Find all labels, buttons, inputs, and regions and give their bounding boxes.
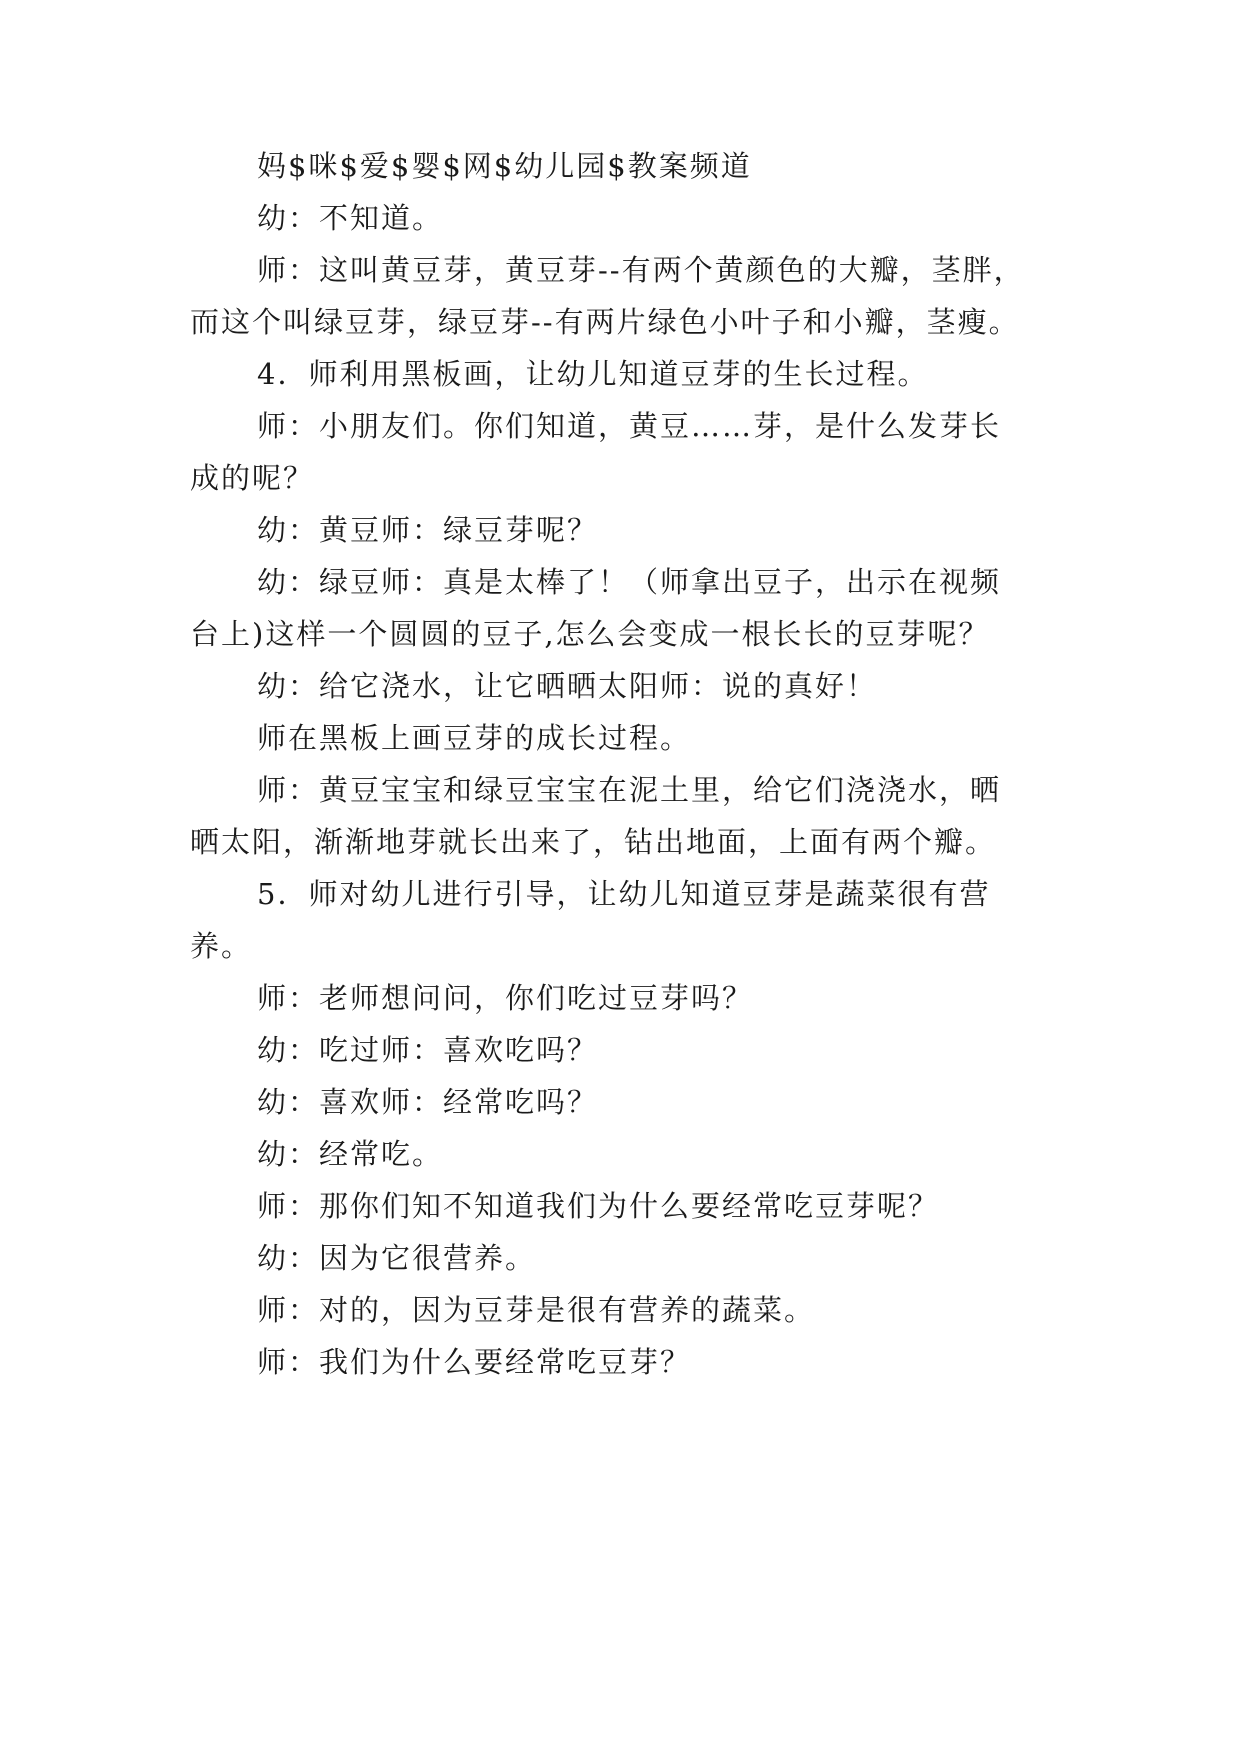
paragraph-line-continuation: 养。	[190, 929, 253, 963]
paragraph-line: 幼：因为它很营养。	[257, 1241, 537, 1275]
paragraph-line: 师：这叫黄豆芽，黄豆芽--有两个黄颜色的大瓣，茎胖，	[257, 253, 1025, 287]
paragraph-line: 师：老师想问问，你们吃过豆芽吗？	[257, 981, 754, 1015]
paragraph-line: 师：小朋友们。你们知道，黄豆……芽，是什么发芽长	[257, 409, 1002, 443]
paragraph-line: 师在黑板上画豆芽的成长过程。	[257, 721, 692, 755]
paragraph-line-continuation: 而这个叫绿豆芽，绿豆芽--有两片绿色小叶子和小瓣，茎瘦。	[190, 305, 1020, 339]
paragraph-line: 幼：绿豆师：真是太棒了！（师拿出豆子，出示在视频	[257, 565, 1002, 599]
paragraph-line: 幼：不知道。	[257, 201, 444, 235]
header-watermark-line: 妈$咪$爱$婴$网$幼儿园$教案频道	[257, 149, 752, 183]
paragraph-line: 幼：喜欢师：经常吃吗？	[257, 1085, 599, 1119]
paragraph-line: 师：我们为什么要经常吃豆芽？	[257, 1345, 692, 1379]
paragraph-line: 师：对的，因为豆芽是很有营养的蔬菜。	[257, 1293, 816, 1327]
paragraph-line: 幼：经常吃。	[257, 1137, 444, 1171]
paragraph-line-continuation: 成的呢？	[190, 461, 315, 495]
paragraph-line: 4．师利用黑板画，让幼儿知道豆芽的生长过程。	[257, 357, 929, 391]
paragraph-line: 师：那你们知不知道我们为什么要经常吃豆芽呢？	[257, 1189, 940, 1223]
paragraph-line-continuation: 晒太阳，渐渐地芽就长出来了，钻出地面，上面有两个瓣。	[190, 825, 997, 859]
paragraph-line: 师：黄豆宝宝和绿豆宝宝在泥土里，给它们浇浇水，晒	[257, 773, 1002, 807]
paragraph-line-continuation: 台上)这样一个圆圆的豆子,怎么会变成一根长长的豆芽呢？	[190, 617, 990, 651]
paragraph-line: 幼：吃过师：喜欢吃吗？	[257, 1033, 599, 1067]
paragraph-line: 5．师对幼儿进行引导，让幼儿知道豆芽是蔬菜很有营	[257, 877, 991, 911]
paragraph-line: 幼：给它浇水，让它晒晒太阳师：说的真好！	[257, 669, 878, 703]
paragraph-line: 幼：黄豆师：绿豆芽呢？	[257, 513, 599, 547]
